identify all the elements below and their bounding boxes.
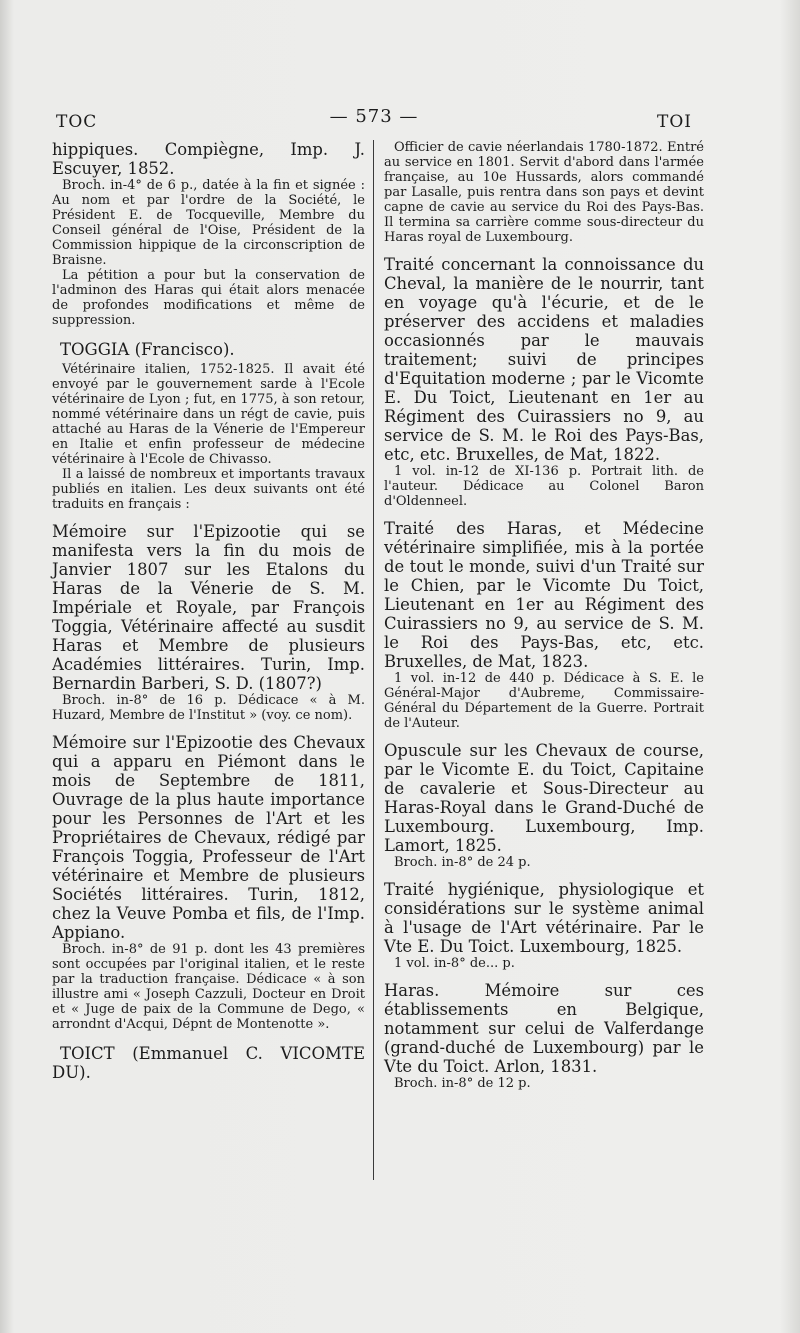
entry-title: Mémoire sur l'Epizootie qui se manifesta vers la fin du mois de Janvier 1807 sur les Etalons du Haras de la Vénerie de S. M. Impériale et Royale, par François Toggia, Vétérinaire affecté au susdit Haras et Membre de plusieurs Académies littéraires. Turin, Imp. Bernardin Barberi, S. D. (1807?) <box>52 522 365 693</box>
entry-title: Opuscule sur les Chevaux de course, par le Vicomte E. du Toict, Capitaine de cavalerie et Sous-Directeur au Haras-Royal dans le Grand-Duché de Luxembourg. Luxembourg, Imp. Lamort, 1825. <box>384 741 704 855</box>
entry-title: Traité hygiénique, physiologique et considérations sur le système animal à l'usage de l'Art vétérinaire. Par le Vte E. Du Toict. Luxembourg, 1825. <box>384 880 704 956</box>
entry-description: Broch. in-4° de 6 p., datée à la fin et signée : Au nom et par l'ordre de la Société, le Président E. de Tocqueville, Membre du Conseil général de l'Oise, Président de la Commission hippique de la circonscription de Braisne. <box>52 178 365 268</box>
right-column <box>384 140 704 1091</box>
entry-description: 1 vol. in-12 de XI-136 p. Portrait lith. de l'auteur. Dédicace au Colonel Baron d'Oldenneel. <box>384 464 704 509</box>
entry-description: Broch. in-8° de 12 p. <box>394 1076 531 1091</box>
entry-description: Broch. in-8° de 91 p. dont les 43 premières sont occupées par l'original italien, et le reste par la traduction française. Dédicace « à son illustre ami « Joseph Cazzuli, Docteur en Droit et « Juge de paix de la Commune de Dego, « arrondnt d'Acqui, Dépnt de Montenotte ». <box>52 942 365 1032</box>
entry-description: 1 vol. in-8° de... p. <box>394 956 515 971</box>
column-divider <box>373 140 374 1180</box>
entry-title: hippiques. Compiègne, Imp. J. Escuyer, 1852. <box>52 140 365 178</box>
header-right-word: TOI <box>657 112 692 132</box>
entry-title: Haras. Mémoire sur ces établissements en Belgique, notamment sur celui de Valferdange (grand-duché de Luxembourg) par le Vte du Toict. Arlon, 1831. <box>384 981 704 1076</box>
entry-title: Traité des Haras, et Médecine vétérinaire simplifiée, mis à la portée de tout le monde, suivi d'un Traité sur le Chien, par le Vicomte Du Toict, Lieutenant en 1er au Régiment des Cuirassiers no 9, au service de S. M. le Roi des Pays-Bas, etc, etc. Bruxelles, de Mat, 1823. <box>384 519 704 671</box>
author-heading: TOGGIA (Francisco). <box>60 340 235 359</box>
author-heading: TOICT (Emmanuel C. VICOMTE DU). <box>52 1044 365 1082</box>
entry-description: Broch. in-8° de 24 p. <box>394 855 531 870</box>
page-number: — 573 — <box>329 106 419 127</box>
entry-description: Broch. in-8° de 16 p. Dédicace « à M. Huzard, Membre de l'Institut » (voy. ce nom). <box>52 693 365 723</box>
header-left-word: TOC <box>56 112 98 132</box>
entry-description: 1 vol. in-12 de 440 p. Dédicace à S. E. le Général-Major d'Aubreme, Commissaire-Général du Département de la Guerre. Portrait de l'Auteur. <box>384 671 704 731</box>
author-biography: Vétérinaire italien, 1752-1825. Il avait été envoyé par le gouvernement sarde à l'Ecole vétérinaire de Lyon ; fut, en 1775, à son retour, nommé vétérinaire dans un régt de cavie, puis attaché au Haras de la Vénerie de l'Empereur en Italie et enfin professeur de médecine vétérinaire à l'Ecole de Chivasso. <box>52 362 365 467</box>
running-header <box>56 106 692 142</box>
entry-title: Mémoire sur l'Epizootie des Chevaux qui a apparu en Piémont dans le mois de Septembre de 1811, Ouvrage de la plus haute importance pour les Personnes de l'Art et les Propriétaires de Chevaux, rédigé par François Toggia, Professeur de l'Art vétérinaire et Membre de plusieurs Sociétés littéraires. Turin, 1812, chez la Veuve Pomba et fils, de l'Imp. Appiano. <box>52 733 365 942</box>
entry-note: La pétition a pour but la conservation de l'adminon des Haras qui était alors menacée de profondes modifications et même de suppression. <box>52 268 365 328</box>
author-note: Il a laissé de nombreux et importants travaux publiés en italien. Les deux suivants ont été traduits en français : <box>52 467 365 512</box>
entry-title: Traité concernant la connoissance du Cheval, la manière de le nourrir, tant en voyage qu'à l'écurie, et de le préserver des accidens et maladies occasionnés par le mauvais traitement; suivi de principes d'Equitation moderne ; par le Vicomte E. Du Toict, Lieutenant en 1er au Régiment des Cuirassiers no 9, au service de S. M. le Roi des Pays-Bas, etc, etc. Bruxelles, de Mat, 1822. <box>384 255 704 464</box>
left-column <box>52 140 365 1085</box>
author-biography: Officier de cavie néerlandais 1780-1872. Entré au service en 1801. Servit d'abord dans l'armée française, au 10e Hussards, alors commandé par Lasalle, puis rentra dans son pays et devint capne de cavie au service du Roi des Pays-Bas. Il termina sa carrière comme sous-directeur du Haras royal de Luxembourg. <box>384 140 704 245</box>
